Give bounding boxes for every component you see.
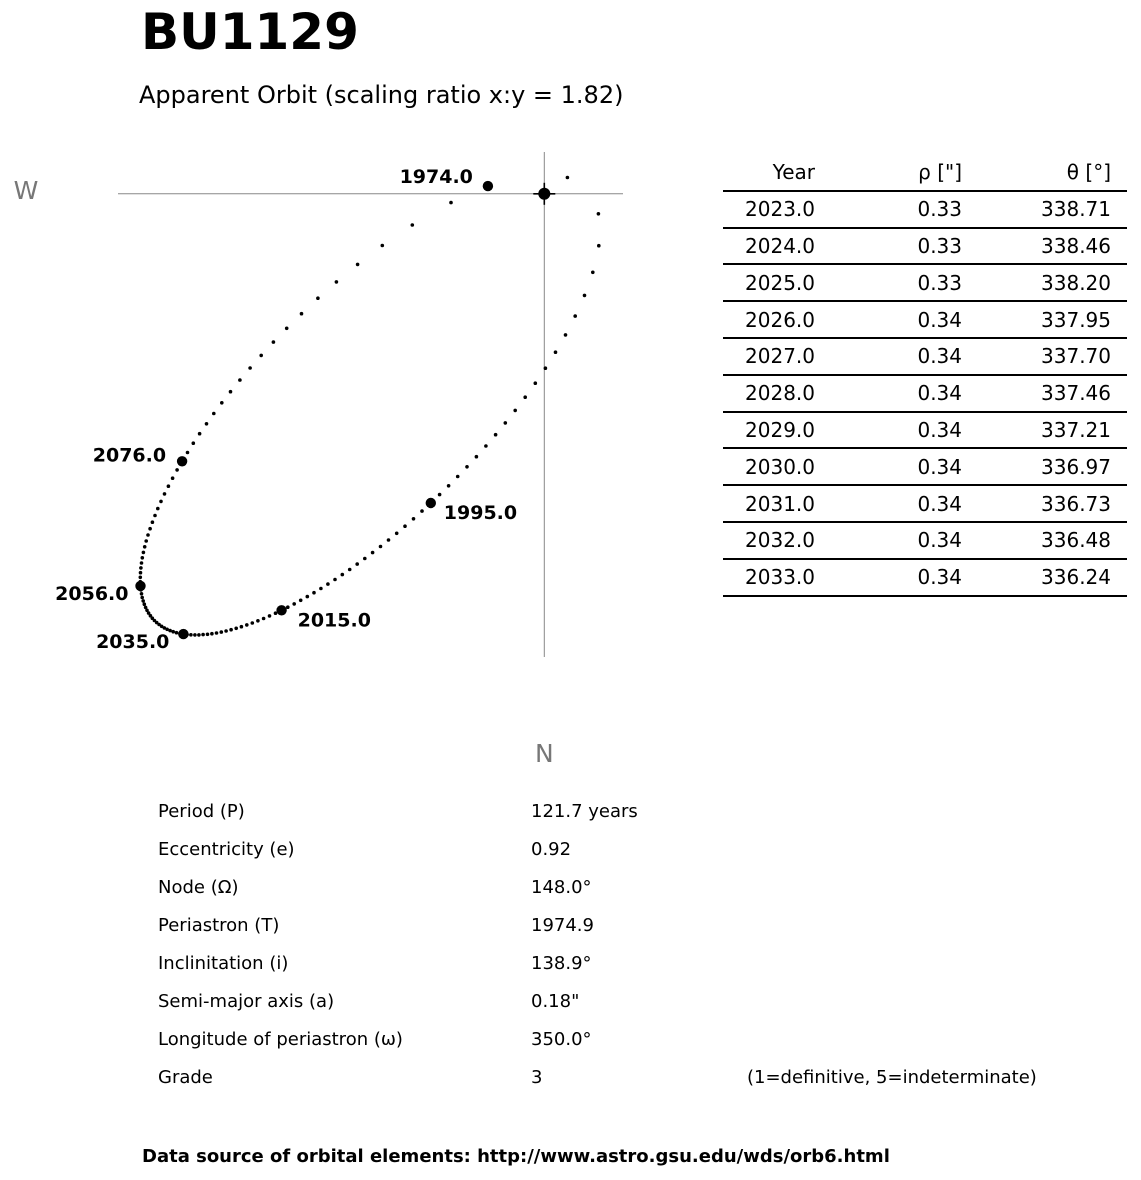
orbital-elements-list	[158, 793, 1118, 1097]
orbit-dot	[412, 517, 416, 521]
orbit-dot	[534, 381, 538, 385]
page-title: BU1129	[141, 3, 359, 61]
table-row	[723, 264, 1127, 301]
orbit-dot	[171, 630, 175, 634]
table-cell: 2026.0	[723, 301, 815, 338]
element-row	[158, 983, 1118, 1021]
element-row	[158, 869, 1118, 907]
primary-star-dot	[538, 188, 550, 200]
orbit-dot	[348, 568, 352, 572]
orbit-dot	[167, 484, 171, 488]
orbit-dot	[171, 476, 175, 480]
orbit-epoch-dot	[426, 498, 436, 508]
element-row	[158, 907, 1118, 945]
orbit-dot	[387, 538, 391, 542]
orbit-dot	[206, 633, 210, 637]
orbit-dot	[381, 244, 385, 248]
orbit-epoch-dot	[135, 581, 145, 591]
element-row	[158, 831, 1118, 869]
orbit-dot	[262, 617, 266, 621]
orbit-dot	[251, 621, 255, 625]
element-row	[158, 1059, 1118, 1097]
orbit-dot	[140, 592, 144, 596]
table-cell: 337.70	[962, 338, 1127, 375]
table-cell: 0.33	[815, 228, 962, 265]
table-cell: 0.34	[815, 338, 962, 375]
element-value: 148.0°	[531, 877, 592, 898]
orbit-dot	[148, 527, 152, 531]
element-value: 350.0°	[531, 1029, 592, 1050]
orbit-dot	[456, 475, 460, 479]
table-cell: 0.34	[815, 448, 962, 485]
table-cell: 336.97	[962, 448, 1127, 485]
orbit-dot	[597, 244, 601, 248]
table-cell: 0.34	[815, 559, 962, 596]
table-cell: 336.24	[962, 559, 1127, 596]
table-cell: 2027.0	[723, 338, 815, 375]
orbit-dot	[144, 539, 148, 543]
orbit-dot	[306, 595, 310, 599]
orbit-dot	[299, 599, 303, 603]
orbit-dot	[220, 401, 224, 405]
orbit-dot	[189, 633, 193, 637]
orbit-dot	[316, 296, 320, 300]
orbit-dot	[333, 578, 337, 582]
orbit-dot	[240, 625, 244, 629]
orbit-dot	[268, 614, 272, 618]
orbit-dot	[156, 507, 160, 511]
orbit-dot	[363, 557, 367, 561]
orbit-dot	[272, 340, 276, 344]
orbit-dot	[186, 451, 190, 455]
orbit-dot	[566, 176, 570, 180]
orbit-dot	[504, 421, 508, 425]
table-cell: 2028.0	[723, 375, 815, 412]
orbit-dot	[153, 514, 157, 518]
table-cell: 0.33	[815, 264, 962, 301]
table-row	[723, 485, 1127, 522]
orbit-dot	[140, 596, 144, 600]
table-header-cell: θ [°]	[962, 155, 1127, 191]
element-value: 138.9°	[531, 953, 592, 974]
table-cell: 338.71	[962, 191, 1127, 228]
orbit-dot	[215, 631, 219, 635]
orbit-dot	[141, 599, 145, 603]
orbit-dot	[326, 582, 330, 586]
orbit-dot	[544, 366, 548, 370]
table-cell: 337.21	[962, 412, 1127, 449]
orbit-epoch-label: 2076.0	[92, 444, 167, 467]
page-subtitle: Apparent Orbit (scaling ratio x:y = 1.82)	[139, 81, 624, 109]
table-cell: 336.48	[962, 522, 1127, 559]
orbit-dot	[198, 432, 202, 436]
element-row	[158, 945, 1118, 983]
orbit-dot	[192, 441, 196, 445]
table-cell: 338.20	[962, 264, 1127, 301]
west-compass-label: W	[13, 176, 39, 205]
orbit-dot	[210, 632, 214, 636]
orbit-dot	[139, 566, 143, 570]
table-cell: 0.34	[815, 301, 962, 338]
element-value: 0.92	[531, 839, 572, 860]
orbit-epoch-dot	[177, 456, 187, 466]
table-cell: 337.46	[962, 375, 1127, 412]
orbit-dot	[151, 520, 155, 524]
orbit-dot	[144, 606, 148, 610]
orbit-epoch-dot	[483, 181, 493, 191]
orbit-dot	[583, 294, 587, 298]
element-label: Grade	[158, 1067, 213, 1088]
orbit-dot	[229, 628, 233, 632]
table-cell: 336.73	[962, 485, 1127, 522]
table-cell: 2029.0	[723, 412, 815, 449]
orbit-dot	[420, 509, 424, 513]
table-cell: 0.34	[815, 375, 962, 412]
ephemeris-table	[723, 155, 1127, 597]
orbit-dot	[465, 465, 469, 469]
element-label: Inclinitation (i)	[158, 953, 289, 974]
orbit-dot	[447, 484, 451, 488]
orbit-dot	[371, 551, 375, 555]
orbit-dot	[175, 468, 179, 472]
orbit-dot	[212, 412, 216, 416]
orbit-dot	[554, 350, 558, 354]
orbit-dot	[140, 561, 144, 565]
orbit-dot	[229, 390, 233, 394]
element-row	[158, 1021, 1118, 1059]
element-value: 3	[531, 1067, 543, 1088]
element-label: Period (P)	[158, 801, 245, 822]
orbit-epoch-label: 2056.0	[55, 582, 129, 605]
orbit-dot	[193, 633, 197, 637]
table-cell: 2025.0	[723, 264, 815, 301]
orbit-epoch-dot	[276, 605, 286, 615]
table-row	[723, 412, 1127, 449]
orbit-dot	[286, 605, 290, 609]
orbit-dot	[220, 630, 224, 634]
orbit-dot	[513, 409, 517, 413]
orbit-dot	[259, 354, 263, 358]
orbit-dot	[143, 545, 147, 549]
orbit-dot	[484, 444, 488, 448]
data-source-footer: Data source of orbital elements: http://www.astro.gsu.edu/wds/orb6.html	[142, 1146, 890, 1167]
orbit-dot	[245, 623, 249, 627]
orbit-dot	[248, 366, 252, 370]
orbit-dot	[238, 378, 242, 382]
orbit-dot	[449, 201, 453, 205]
orbit-dot	[379, 545, 383, 549]
orbit-dot	[139, 576, 143, 580]
orbit-dot	[139, 571, 143, 575]
orbit-dot	[175, 631, 179, 635]
orbit-dot	[523, 395, 527, 399]
grade-scale-note: (1=definitive, 5=indeterminate)	[747, 1067, 1037, 1088]
orbit-dot	[300, 312, 304, 316]
orbit-dot	[143, 602, 147, 606]
element-value: 0.18"	[531, 991, 580, 1012]
orbit-dot	[146, 533, 150, 537]
table-cell: 0.34	[815, 522, 962, 559]
table-cell: 2032.0	[723, 522, 815, 559]
table-cell: 2024.0	[723, 228, 815, 265]
orbit-dot	[234, 627, 238, 631]
orbit-dot	[163, 492, 167, 496]
orbit-dot	[141, 556, 145, 560]
orbit-dot	[395, 532, 399, 536]
element-label: Semi-major axis (a)	[158, 991, 335, 1012]
north-compass-label: N	[534, 739, 554, 768]
table-cell: 0.34	[815, 485, 962, 522]
table-cell: 2031.0	[723, 485, 815, 522]
orbit-dot	[355, 562, 359, 566]
table-row	[723, 301, 1127, 338]
orbit-dot	[142, 551, 146, 555]
table-row	[723, 191, 1127, 228]
orbit-dot	[411, 223, 415, 227]
element-row	[158, 793, 1118, 831]
element-label: Longitude of periastron (ω)	[158, 1029, 403, 1050]
table-cell: 337.95	[962, 301, 1127, 338]
orbit-epoch-label: 1995.0	[443, 502, 518, 524]
table-header-row	[723, 155, 1127, 191]
table-cell: 0.33	[815, 191, 962, 228]
orbit-dot	[475, 455, 479, 459]
orbit-dot	[201, 633, 205, 637]
element-label: Node (Ω)	[158, 877, 239, 898]
orbit-dot	[285, 327, 289, 331]
orbit-plot	[0, 0, 700, 790]
orbit-dot	[591, 271, 595, 275]
table-row	[723, 448, 1127, 485]
table-row	[723, 522, 1127, 559]
orbit-epoch-label: 2035.0	[96, 631, 170, 654]
table-cell: 2033.0	[723, 559, 815, 596]
orbit-dot	[403, 524, 407, 528]
table-header-cell: Year	[723, 155, 815, 191]
element-label: Eccentricity (e)	[158, 839, 295, 860]
orbit-dot	[494, 433, 498, 437]
table-cell: 0.34	[815, 412, 962, 449]
orbit-epoch-dot	[178, 629, 188, 639]
orbit-dot	[573, 314, 577, 318]
orbit-dot	[335, 280, 339, 284]
orbit-dot	[597, 212, 601, 216]
orbit-dot	[197, 633, 201, 637]
table-row	[723, 375, 1127, 412]
orbit-dot	[224, 629, 228, 633]
orbit-epoch-label: 1974.0	[399, 166, 473, 189]
element-label: Periastron (T)	[158, 915, 280, 936]
table-row	[723, 559, 1127, 596]
orbit-dot	[205, 422, 209, 426]
table-cell: 2023.0	[723, 191, 815, 228]
orbit-dot	[438, 493, 442, 497]
table-row	[723, 228, 1127, 265]
orbit-dot	[564, 333, 568, 337]
orbit-dot	[341, 573, 345, 577]
orbit-dot	[356, 263, 360, 267]
table-header-cell: ρ ["]	[815, 155, 962, 191]
orbit-dot	[159, 500, 163, 504]
element-value: 1974.9	[531, 915, 594, 936]
table-cell: 2030.0	[723, 448, 815, 485]
orbit-dot	[319, 587, 323, 591]
table-row	[723, 338, 1127, 375]
orbit-epoch-label: 2015.0	[297, 609, 371, 632]
orbit-dot	[292, 602, 296, 606]
element-value: 121.7 years	[531, 801, 638, 822]
orbit-dot	[312, 591, 316, 595]
table-cell: 338.46	[962, 228, 1127, 265]
orbit-dot	[256, 619, 260, 623]
